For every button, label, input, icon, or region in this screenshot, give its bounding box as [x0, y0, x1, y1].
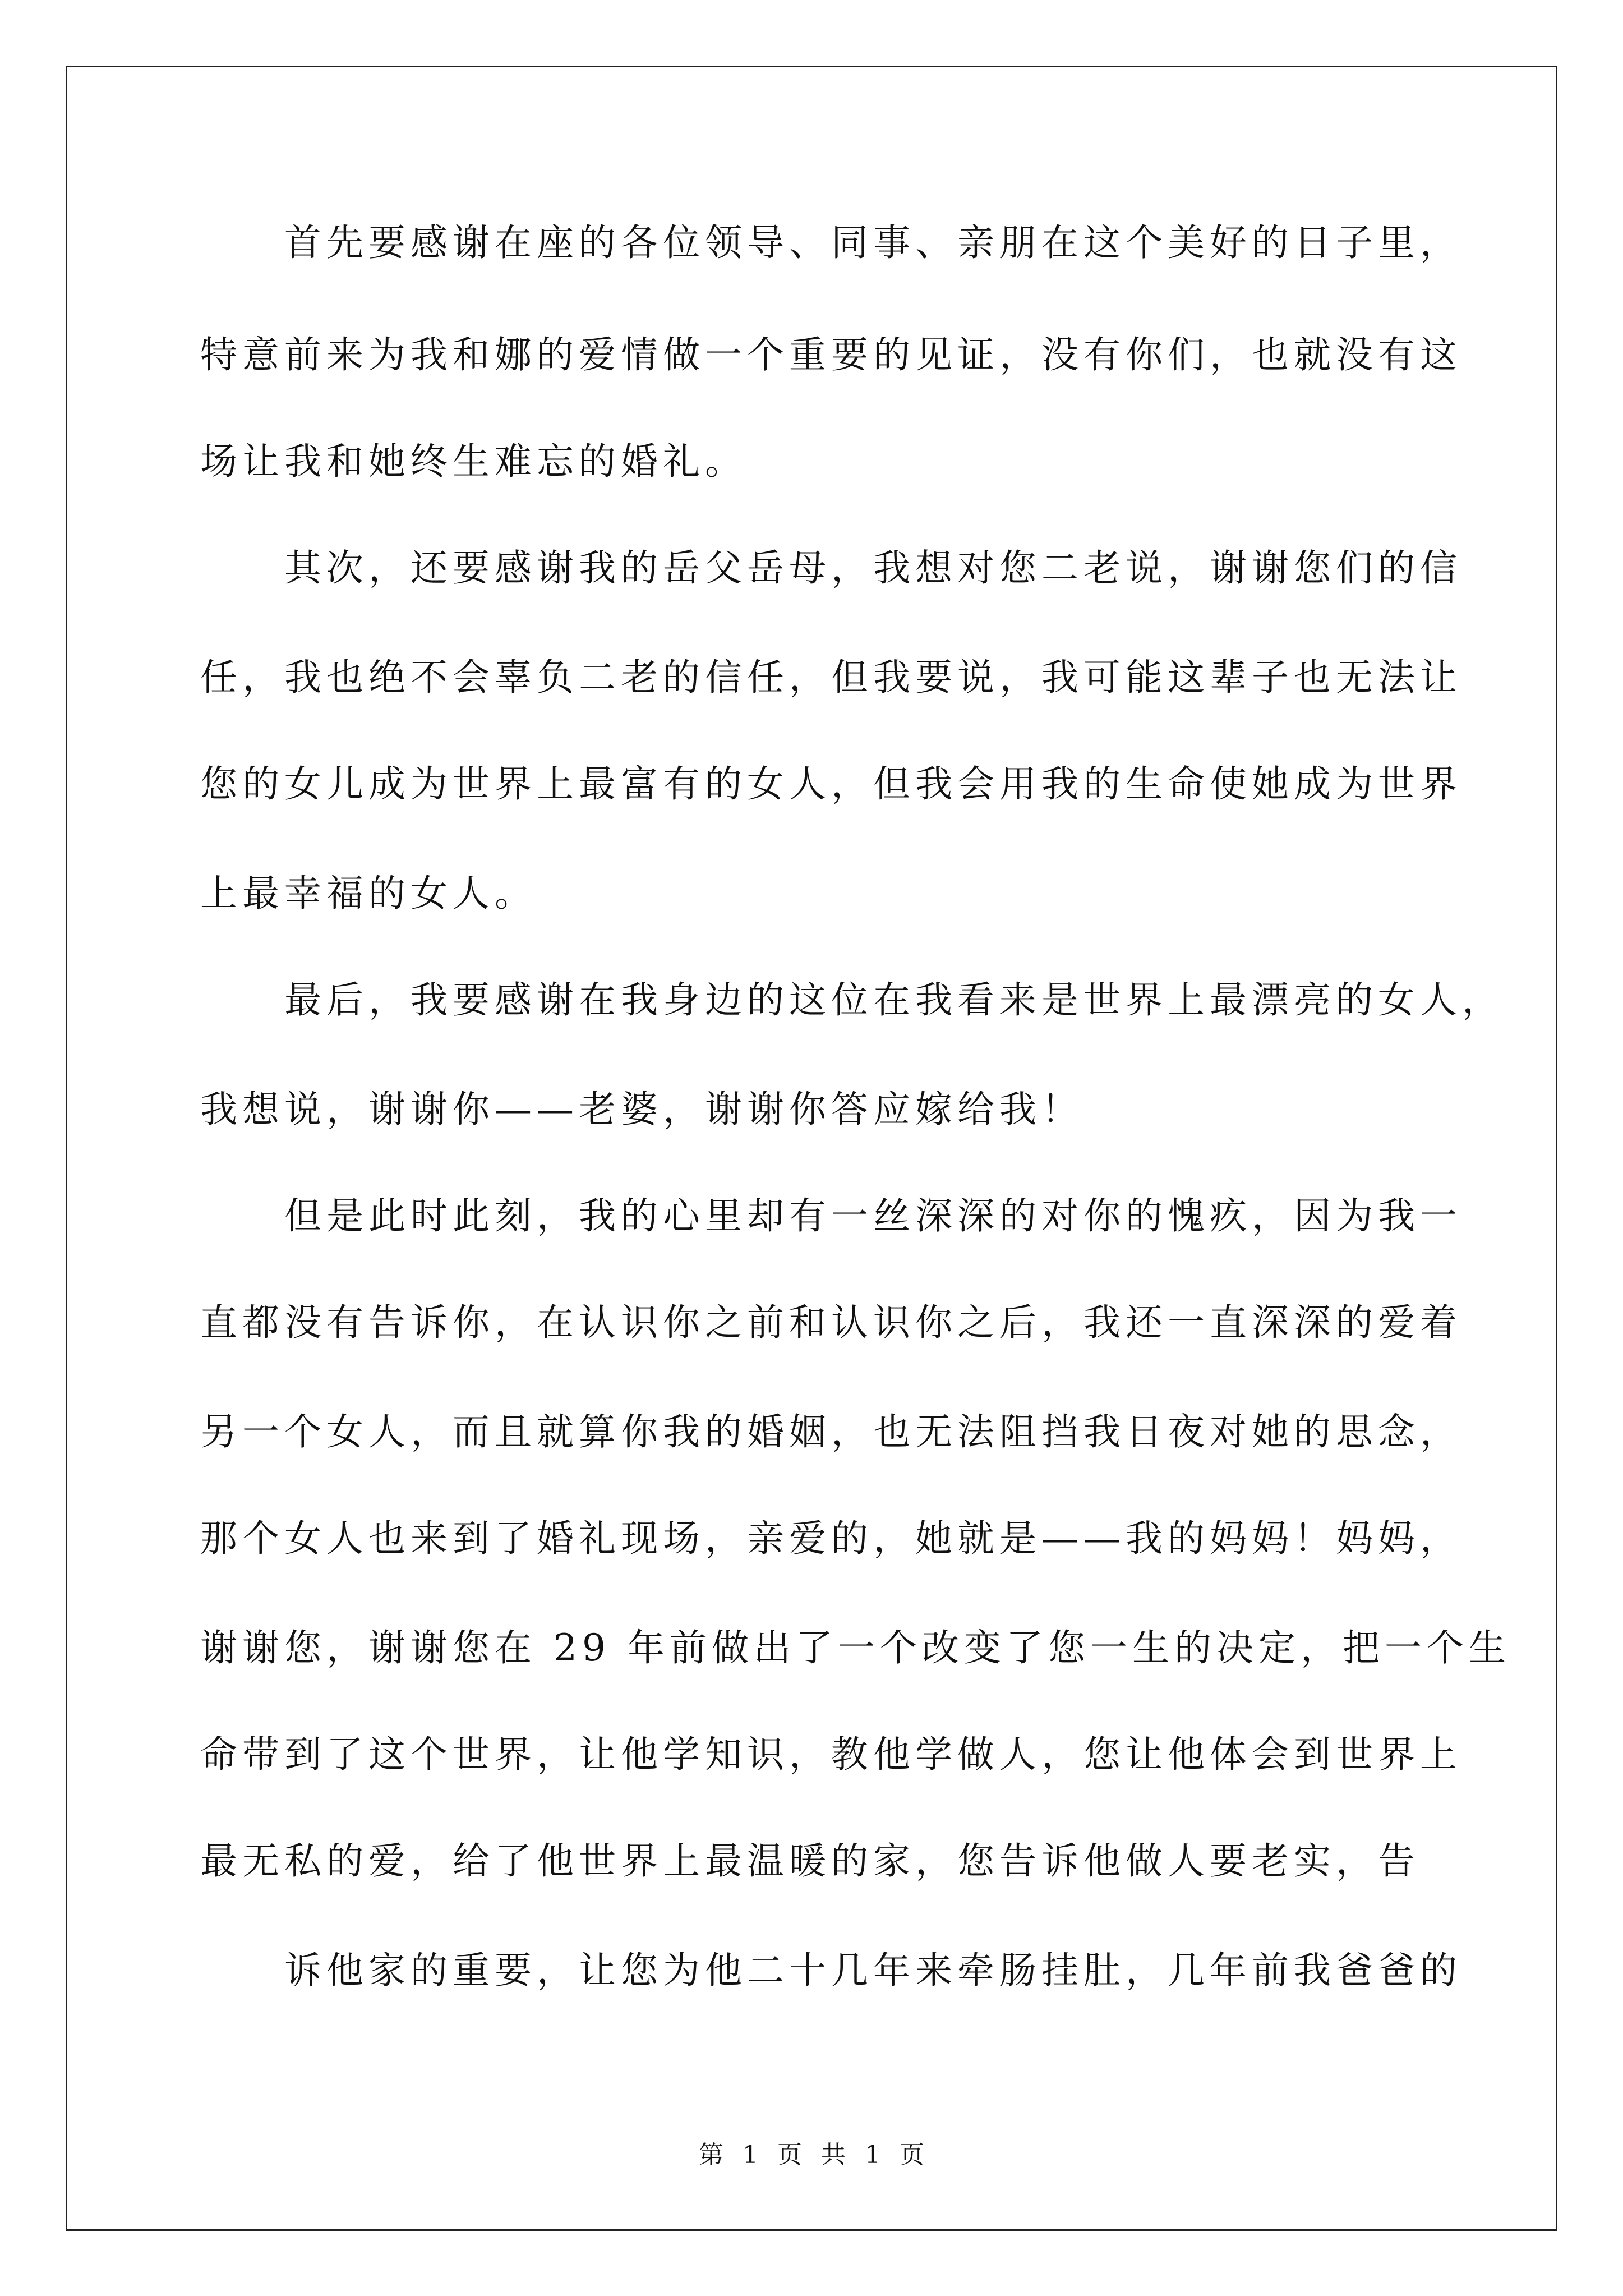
paragraph-2-line-4: 上最幸福的女人。 — [200, 872, 537, 915]
paragraph-4-line-2: 直都没有告诉你，在认识你之前和认识你之后，我还一直深深的爱着 — [200, 1301, 1462, 1344]
paragraph-4-line-6: 命带到了这个世界，让他学知识，教他学做人，您让他体会到世界上 — [200, 1733, 1462, 1776]
paragraph-2-line-3: 您的女儿成为世界上最富有的女人，但我会用我的生命使她成为世界 — [200, 762, 1462, 806]
page-footer: 第 1 页 共 1 页 — [699, 2141, 924, 2169]
paragraph-4-line-4: 那个女人也来到了婚礼现场，亲爱的，她就是——我的妈妈！妈妈， — [200, 1517, 1462, 1560]
paragraph-3-line-1: 最后，我要感谢在我身边的这位在我看来是世界上最漂亮的女人， — [284, 978, 1504, 1022]
paragraph-4-line-3: 另一个女人，而且就算你我的婚姻，也无法阻挡我日夜对她的思念， — [200, 1410, 1462, 1453]
paragraph-4-line-5: 谢谢您，谢谢您在 29 年前做出了一个改变了您一生的决定，把一个生 — [200, 1626, 1511, 1669]
paragraph-2-line-2: 任，我也绝不会辜负二老的信任，但我要说，我可能这辈子也无法让 — [200, 656, 1462, 699]
paragraph-5-line-1: 诉他家的重要，让您为他二十几年来牵肠挂肚，几年前我爸爸的 — [284, 1949, 1462, 1992]
paragraph-4-line-1: 但是此时此刻，我的心里却有一丝深深的对你的愧疚，因为我一 — [284, 1194, 1462, 1237]
paragraph-1-line-2: 特意前来为我和娜的爱情做一个重要的见证，没有你们，也就没有这 — [200, 333, 1462, 376]
paragraph-4-line-7: 最无私的爱，给了他世界上最温暖的家，您告诉他做人要老实，告 — [200, 1839, 1420, 1883]
paragraph-3-line-2: 我想说，谢谢你——老婆，谢谢你答应嫁给我！ — [200, 1088, 1083, 1131]
page-border — [66, 66, 1557, 2231]
paragraph-2-line-1: 其次，还要感谢我的岳父岳母，我想对您二老说，谢谢您们的信 — [284, 546, 1462, 590]
paragraph-1-line-3: 场让我和她终生难忘的婚礼。 — [200, 440, 747, 483]
paragraph-1-line-1: 首先要感谢在座的各位领导、同事、亲朋在这个美好的日子里， — [284, 221, 1462, 264]
